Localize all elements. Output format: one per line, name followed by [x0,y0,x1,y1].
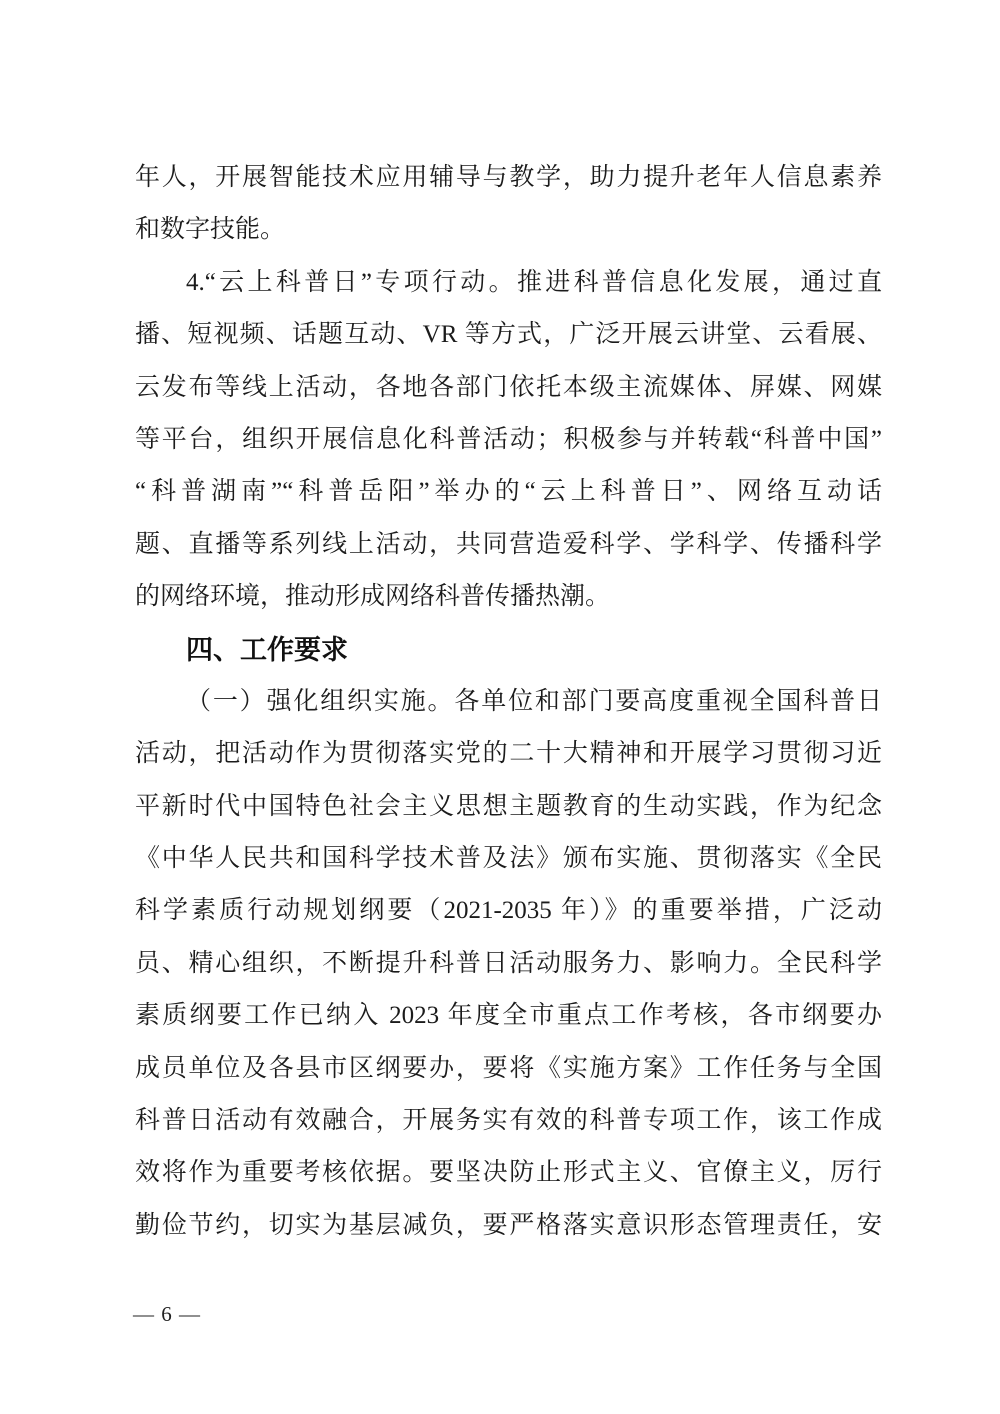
text-line: “科普湖南”“科普岳阳”举办的“云上科普日”、网络互动话 [135,478,882,506]
text-line: 活动，把活动作为贯彻落实党的二十大精神和开展学习贯彻习近 [135,740,882,768]
text-line: 题、直播等系列线上活动，共同营造爱科学、学科学、传播科学 [135,530,882,558]
page-number: — 6 — [133,1302,201,1326]
text-line: 4.“云上科普日”专项行动。推进科普信息化发展，通过直 [186,268,882,296]
text-line: 播、短视频、话题互动、VR 等方式，广泛开展云讲堂、云看展、 [135,321,882,349]
text-line: 科普日活动有效融合，开展务实有效的科普专项工作，该工作成 [135,1107,882,1135]
text-line: 等平台，组织开展信息化科普活动；积极参与并转载“科普中国” [135,425,882,453]
text-line: 云发布等线上活动，各地各部门依托本级主流媒体、屏媒、网媒 [135,373,882,401]
text-line: 年人，开展智能技术应用辅导与教学，助力提升老年人信息素养 [135,164,882,191]
text-line: 效将作为重要考核依据。要坚决防止形式主义、官僚主义，厉行 [135,1159,882,1187]
text-line: 勤俭节约，切实为基层减负，要严格落实意识形态管理责任，安 [135,1211,882,1239]
text-line: 《中华人民共和国科学技术普及法》颁布实施、贯彻落实《全民 [135,845,882,873]
text-line: 平新时代中国特色社会主义思想主题教育的生动实践，作为纪念 [135,792,882,820]
text-line: 成员单位及各县市区纲要办，要将《实施方案》工作任务与全国 [135,1054,882,1082]
text-line: 的网络环境，推动形成网络科普传播热潮。 [135,583,611,611]
section-heading: 四、工作要求 [186,634,348,665]
text-line: 科学素质行动规划纲要（2021-2035 年）》的重要举措，广泛动 [135,897,882,925]
text-line: 和数字技能。 [135,216,286,244]
text-line: 素质纲要工作已纳入 2023 年度全市重点工作考核，各市纲要办 [135,1002,882,1030]
document-text-block [135,152,882,1252]
text-line: 员、精心组织，不断提升科普日活动服务力、影响力。全民科学 [135,949,882,977]
text-line: （一）强化组织实施。各单位和部门要高度重视全国科普日 [186,687,882,715]
